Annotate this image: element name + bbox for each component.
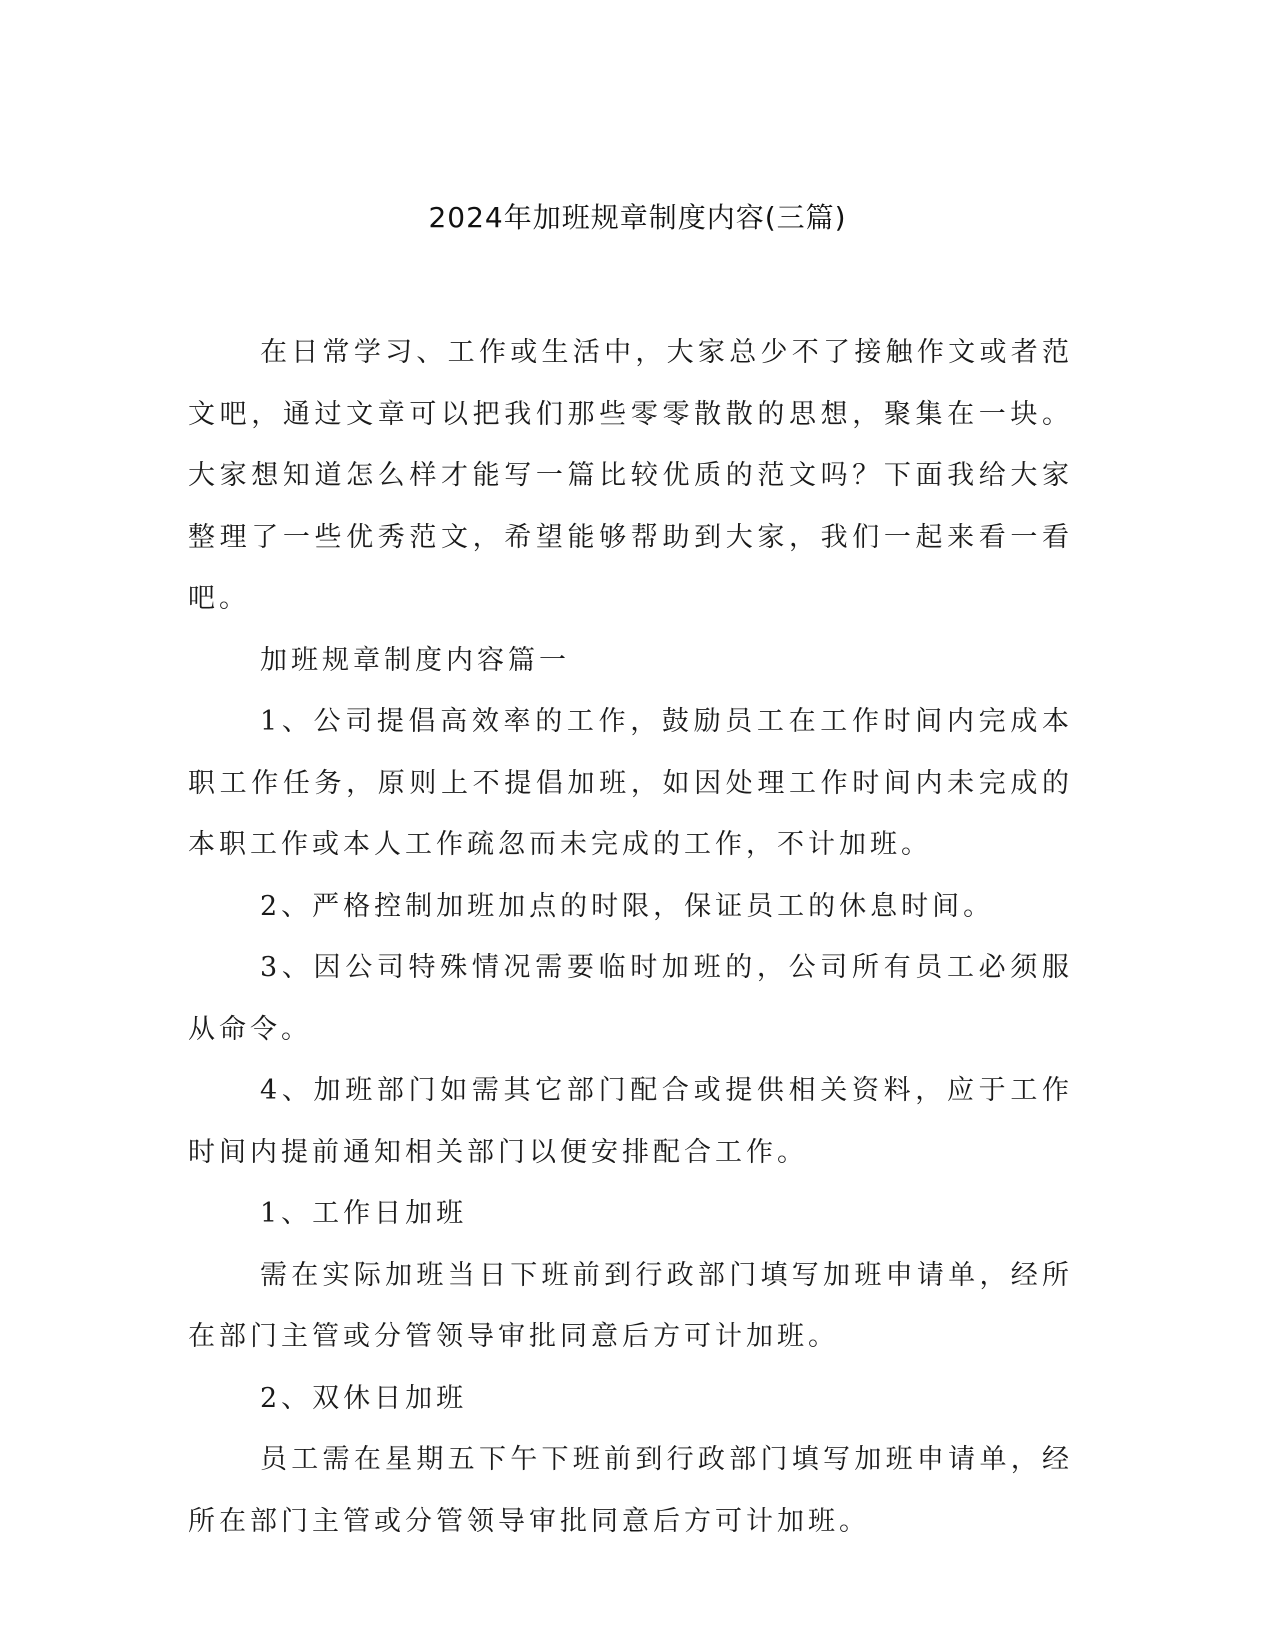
rule-paragraph: 4、加班部门如需其它部门配合或提供相关资料，应于工作时间内提前通知相关部门以便安排配合工作。 <box>188 1075 1073 1168</box>
intro-paragraph: 在日常学习、工作或生活中，大家总少不了接触作文或者范文吧，通过文章可以把我们那些零零散散的思想，聚集在一块。大家想知道怎么样才能写一篇比较优质的范文吗？下面我给大家整理了一些优秀范文，希望能够帮助到大家，我们一起来看一看吧。 <box>188 337 1073 614</box>
document-body <box>188 322 1073 1552</box>
document-title: 2024年加班规章制度内容(三篇) <box>428 201 847 234</box>
rule-paragraph: 需在实际加班当日下班前到行政部门填写加班申请单，经所在部门主管或分管领导审批同意后方可计加班。 <box>188 1259 1073 1352</box>
rule-paragraph: 员工需在星期五下午下班前到行政部门填写加班申请单，经所在部门主管或分管领导审批同意后方可计加班。 <box>188 1444 1073 1537</box>
section-heading: 加班规章制度内容篇一 <box>260 644 570 676</box>
subsection-heading: 2、双休日加班 <box>260 1382 468 1414</box>
subsection-heading: 1、工作日加班 <box>260 1198 468 1229</box>
rule-paragraph: 3、因公司特殊情况需要临时加班的，公司所有员工必须服从命令。 <box>188 952 1073 1045</box>
rule-paragraph: 1、公司提倡高效率的工作，鼓励员工在工作时间内完成本职工作任务，原则上不提倡加班，如因处理工作时间内未完成的本职工作或本人工作疏忽而未完成的工作，不计加班。 <box>188 706 1073 860</box>
rule-paragraph: 2、严格控制加班加点的时限，保证员工的休息时间。 <box>260 890 995 922</box>
